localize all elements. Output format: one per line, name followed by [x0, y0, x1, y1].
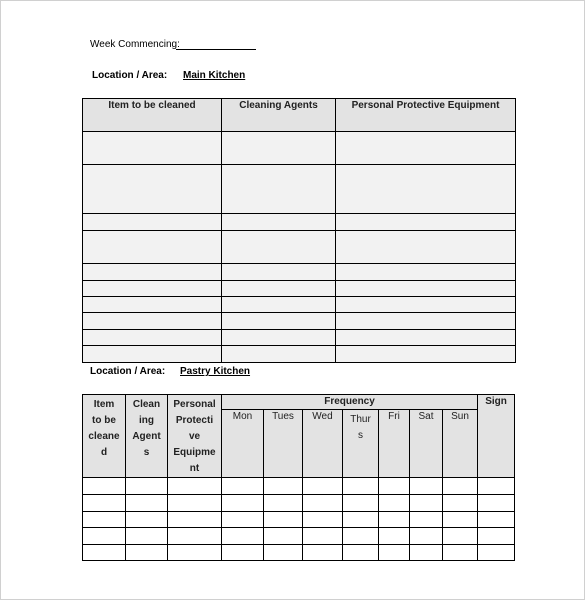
- header-personal-protective-equipment: Personal Protective Equipment: [336, 99, 516, 132]
- table-cell[interactable]: [478, 528, 515, 545]
- table-cell[interactable]: [303, 545, 343, 561]
- table-row: [83, 165, 516, 214]
- table-cell[interactable]: [343, 545, 379, 561]
- table-cell[interactable]: [443, 512, 478, 528]
- table-row: [83, 214, 516, 231]
- header-cleaning-agents: Clean ing Agent s: [126, 395, 168, 478]
- table-row: [83, 330, 516, 346]
- table-cell[interactable]: [168, 528, 222, 545]
- header-day-sat: Sat: [410, 410, 443, 478]
- table-cell[interactable]: [343, 512, 379, 528]
- table-cell[interactable]: [222, 313, 336, 330]
- header-day-fri: Fri: [379, 410, 410, 478]
- table-cell[interactable]: [126, 512, 168, 528]
- table-cell[interactable]: [336, 264, 516, 281]
- table-cell[interactable]: [83, 281, 222, 297]
- table-cell[interactable]: [83, 346, 222, 363]
- table-cell[interactable]: [264, 545, 303, 561]
- table-cell[interactable]: [222, 281, 336, 297]
- table-cell[interactable]: [83, 231, 222, 264]
- table-cell[interactable]: [264, 495, 303, 512]
- cleaning-table-main-kitchen: [82, 98, 516, 363]
- week-commencing-blank[interactable]: [176, 49, 256, 50]
- table-cell[interactable]: [336, 231, 516, 264]
- header-sign: Sign: [478, 395, 515, 478]
- table-row: [83, 495, 515, 512]
- table-cell[interactable]: [222, 165, 336, 214]
- table-cell[interactable]: [443, 495, 478, 512]
- table-row: [83, 231, 516, 264]
- table-row: [83, 528, 515, 545]
- table-cell[interactable]: [83, 495, 126, 512]
- table-cell[interactable]: [222, 512, 264, 528]
- location-value-2: Pastry Kitchen: [180, 366, 251, 377]
- table-cell[interactable]: [222, 231, 336, 264]
- table-row: [83, 281, 516, 297]
- table-cell[interactable]: [379, 478, 410, 495]
- table-cell[interactable]: [168, 495, 222, 512]
- table-cell[interactable]: [83, 528, 126, 545]
- table-cell[interactable]: [222, 478, 264, 495]
- table-cell[interactable]: [336, 346, 516, 363]
- table-cell[interactable]: [222, 297, 336, 313]
- table-cell[interactable]: [222, 545, 264, 561]
- header-item-to-be-cleaned: Item to be cleane d: [83, 395, 126, 478]
- table-cell[interactable]: [336, 281, 516, 297]
- table-cell[interactable]: [478, 495, 515, 512]
- table-cell[interactable]: [336, 132, 516, 165]
- table-cell[interactable]: [336, 313, 516, 330]
- table-cell[interactable]: [222, 132, 336, 165]
- table-cell[interactable]: [222, 264, 336, 281]
- location-value-1: Main Kitchen: [183, 70, 246, 81]
- header-day-mon: Mon: [222, 410, 264, 478]
- table-cell[interactable]: [264, 478, 303, 495]
- table-cell[interactable]: [126, 478, 168, 495]
- table-cell[interactable]: [443, 478, 478, 495]
- header-cleaning-agents: Cleaning Agents: [222, 99, 336, 132]
- week-commencing-label: Week Commencing:: [90, 39, 180, 50]
- table-cell[interactable]: [478, 545, 515, 561]
- table-cell[interactable]: [168, 512, 222, 528]
- table-cell[interactable]: [336, 330, 516, 346]
- table-cell[interactable]: [83, 545, 126, 561]
- table-cell[interactable]: [478, 478, 515, 495]
- table-cell[interactable]: [222, 330, 336, 346]
- table-cell[interactable]: [83, 313, 222, 330]
- location-label-1: Location / Area:: [92, 70, 168, 81]
- table-cell[interactable]: [222, 495, 264, 512]
- table-cell[interactable]: [410, 545, 443, 561]
- table-row: [83, 346, 516, 363]
- table-cell[interactable]: [83, 214, 222, 231]
- table-cell[interactable]: [343, 478, 379, 495]
- table-row: [83, 132, 516, 165]
- table-cell[interactable]: [222, 214, 336, 231]
- table-cell[interactable]: [379, 495, 410, 512]
- table-cell[interactable]: [336, 214, 516, 231]
- table-cell[interactable]: [343, 528, 379, 545]
- table-cell[interactable]: [83, 478, 126, 495]
- table-row: [83, 512, 515, 528]
- header-day-tues: Tues: [264, 410, 303, 478]
- table-cell[interactable]: [83, 297, 222, 313]
- table-cell[interactable]: [83, 165, 222, 214]
- table-header-row: [83, 395, 515, 410]
- location-label-2: Location / Area:: [90, 366, 166, 377]
- table-cell[interactable]: [303, 495, 343, 512]
- table-cell[interactable]: [83, 132, 222, 165]
- table-cell[interactable]: [443, 528, 478, 545]
- table-cell[interactable]: [410, 512, 443, 528]
- table-cell[interactable]: [343, 495, 379, 512]
- table-cell[interactable]: [336, 165, 516, 214]
- table-cell[interactable]: [83, 512, 126, 528]
- table-cell[interactable]: [443, 545, 478, 561]
- table-cell[interactable]: [379, 512, 410, 528]
- table-cell[interactable]: [264, 528, 303, 545]
- table-cell[interactable]: [83, 264, 222, 281]
- table-row: [83, 478, 515, 495]
- table-cell[interactable]: [410, 528, 443, 545]
- table-cell[interactable]: [222, 346, 336, 363]
- table-cell[interactable]: [303, 478, 343, 495]
- table-header-row: [83, 99, 516, 132]
- header-personal-protective-equipment: Personal Protecti ve Equipme nt: [168, 395, 222, 478]
- table-cell[interactable]: [303, 512, 343, 528]
- header-item-to-be-cleaned: Item to be cleaned: [83, 99, 222, 132]
- header-day-thurs: Thur s: [343, 410, 379, 478]
- table-cell[interactable]: [126, 495, 168, 512]
- table-row: [83, 297, 516, 313]
- table-row: [83, 313, 516, 330]
- table-cell[interactable]: [168, 545, 222, 561]
- cleaning-table-pastry-kitchen: [82, 394, 515, 561]
- table-cell[interactable]: [478, 512, 515, 528]
- table-cell[interactable]: [379, 545, 410, 561]
- table-row: [83, 264, 516, 281]
- table-cell[interactable]: [222, 528, 264, 545]
- table-cell[interactable]: [126, 545, 168, 561]
- table-cell[interactable]: [410, 495, 443, 512]
- table-cell[interactable]: [126, 528, 168, 545]
- table-cell[interactable]: [410, 478, 443, 495]
- table-cell[interactable]: [379, 528, 410, 545]
- table-cell[interactable]: [336, 297, 516, 313]
- table-row: [83, 545, 515, 561]
- table-cell[interactable]: [303, 528, 343, 545]
- header-day-wed: Wed: [303, 410, 343, 478]
- table-cell[interactable]: [83, 330, 222, 346]
- table-cell[interactable]: [168, 478, 222, 495]
- table-cell[interactable]: [264, 512, 303, 528]
- header-frequency: Frequency: [222, 395, 478, 410]
- header-day-sun: Sun: [443, 410, 478, 478]
